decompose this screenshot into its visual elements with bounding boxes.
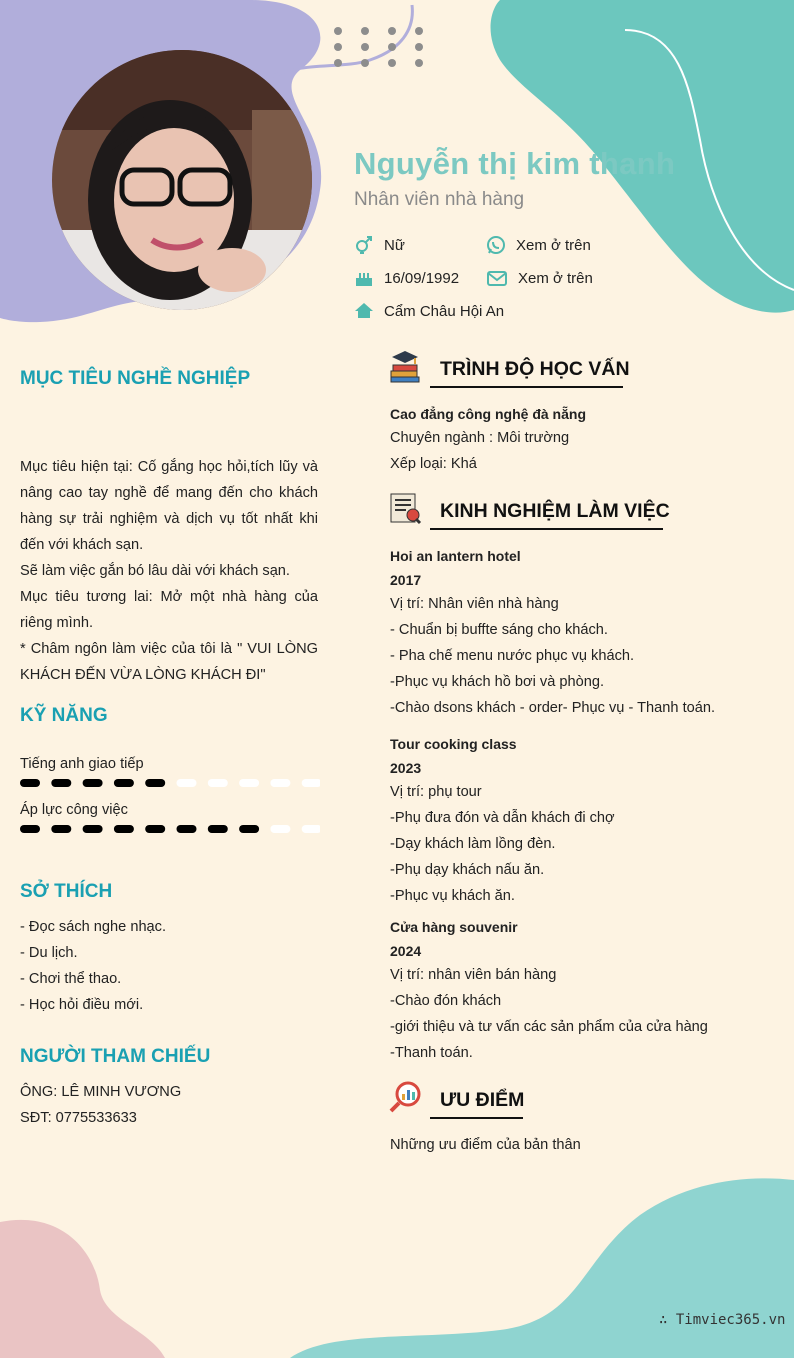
hobby-item: - Học hỏi điều mới. bbox=[20, 997, 144, 1013]
skill-level-bar bbox=[20, 776, 320, 790]
address-row bbox=[354, 301, 504, 321]
job-line: -Dạy khách làm lồng đèn. bbox=[390, 836, 556, 852]
job-line: -Phụ đưa đón và dẫn khách đi chợ bbox=[390, 810, 615, 826]
birthday-value: 16/09/1992 bbox=[384, 269, 460, 287]
whatsapp-icon bbox=[486, 235, 506, 255]
skill-dash-empty bbox=[270, 825, 290, 833]
objective-line: Mục tiêu tương lai: Mở một nhà hàng của riêng mình. bbox=[20, 589, 318, 631]
skill-dash-filled bbox=[20, 825, 40, 833]
skill-dash-empty bbox=[302, 825, 320, 833]
reference-phone: SĐT: 0775533633 bbox=[20, 1110, 137, 1126]
job-line: Vị trí: nhân viên bán hàng bbox=[390, 967, 557, 983]
job-line: -Chào dsons khách - order- Phục vụ - Thanh toán. bbox=[390, 700, 716, 716]
email-value: Xem ở trên bbox=[518, 269, 593, 287]
job-line: Vị trí: Nhân viên nhà hàng bbox=[390, 596, 559, 612]
email-row bbox=[486, 268, 593, 288]
job-year: 2023 bbox=[390, 760, 422, 776]
work-experience-icon bbox=[388, 491, 422, 525]
job-line: Vị trí: phụ tour bbox=[390, 784, 482, 800]
strengths-underline bbox=[430, 1117, 523, 1119]
job-line: - Pha chế menu nước phục vụ khách. bbox=[390, 648, 635, 664]
skill-dash-filled bbox=[20, 779, 40, 787]
skill-dash-empty bbox=[177, 779, 197, 787]
job-year: 2024 bbox=[390, 943, 422, 959]
skill-dash-empty bbox=[239, 779, 259, 787]
skill-dash-filled bbox=[114, 779, 134, 787]
address-value: Cẩm Châu Hội An bbox=[384, 302, 505, 320]
phone-value: Xem ở trên bbox=[516, 236, 591, 254]
skill-dash-empty bbox=[270, 779, 290, 787]
objective-line: Sẽ làm việc gắn bó lâu dài với khách sạn. bbox=[20, 563, 290, 579]
references-title: NGƯỜI THAM CHIẾU bbox=[20, 1046, 211, 1067]
skill-name: Áp lực công việc bbox=[20, 802, 128, 818]
email-icon bbox=[486, 268, 508, 288]
home-icon bbox=[354, 301, 374, 321]
job-company: Cửa hàng souvenir bbox=[390, 919, 518, 935]
objective-line: Mục tiêu hiện tại: Cố gắng học hỏi,tích lũy và nâng cao tay nghề để mang đến cho khách hàng sự trải nghiệm và dịch vụ tốt nhất khi đến với khách sạn. bbox=[20, 459, 318, 553]
skill-dash-filled bbox=[83, 825, 103, 833]
graduation-books-icon bbox=[388, 349, 422, 383]
skill-level-bar bbox=[20, 822, 320, 836]
skill-name: Tiếng anh giao tiếp bbox=[20, 756, 144, 772]
strengths-title: ƯU ĐIỂM bbox=[440, 1089, 525, 1111]
birthday-cake-icon bbox=[354, 268, 374, 288]
skill-dash-filled bbox=[145, 825, 165, 833]
experience-underline bbox=[430, 528, 663, 530]
birthday-row bbox=[354, 268, 459, 288]
candidate-name: Nguyễn thị kim thanh bbox=[354, 146, 676, 181]
skill-dash-filled bbox=[208, 825, 228, 833]
job-company: Tour cooking class bbox=[390, 736, 517, 752]
education-title: TRÌNH ĐỘ HỌC VẤN bbox=[440, 358, 630, 380]
footer-brand: ∴ Timviec365.vn bbox=[659, 1312, 786, 1328]
skill-dash-filled bbox=[51, 779, 71, 787]
skill-dash-empty bbox=[302, 779, 320, 787]
job-line: -Thanh toán. bbox=[390, 1045, 473, 1061]
job-line: -Phục vụ khách hồ bơi và phòng. bbox=[390, 674, 605, 690]
phone-row bbox=[486, 235, 591, 255]
education-major: Chuyên ngành : Môi trường bbox=[390, 430, 570, 446]
gender-icon bbox=[354, 235, 374, 255]
objective-line: * Châm ngôn làm việc của tôi là " VUI LÒNG KHÁCH ĐẾN VỪA LÒNG KHÁCH ĐI" bbox=[20, 641, 318, 683]
profile-photo bbox=[52, 50, 312, 310]
footer-brand-text: Timviec365.vn bbox=[675, 1312, 786, 1328]
skill-dash-filled bbox=[51, 825, 71, 833]
magnifier-chart-icon bbox=[388, 1080, 422, 1114]
objective-text bbox=[20, 454, 318, 688]
education-underline bbox=[430, 386, 623, 388]
skill-dash-filled bbox=[114, 825, 134, 833]
experience-title: KINH NGHIỆM LÀM VIỆC bbox=[440, 500, 670, 522]
objective-title: MỤC TIÊU NGHỀ NGHIỆP bbox=[20, 368, 251, 389]
job-line: -Phụ dạy khách nấu ăn. bbox=[390, 862, 545, 878]
hobby-item: - Đọc sách nghe nhạc. bbox=[20, 919, 167, 935]
skill-dash-filled bbox=[177, 825, 197, 833]
job-company: Hoi an lantern hotel bbox=[390, 548, 521, 564]
skill-dash-filled bbox=[239, 825, 259, 833]
hobbies-title: SỞ THÍCH bbox=[20, 881, 113, 902]
education-school: Cao đẳng công nghệ đà nẵng bbox=[390, 406, 586, 422]
hobby-item: - Chơi thể thao. bbox=[20, 971, 122, 987]
candidate-position: Nhân viên nhà hàng bbox=[354, 189, 525, 210]
gender-row bbox=[354, 235, 405, 255]
education-grade: Xếp loại: Khá bbox=[390, 456, 477, 472]
skill-dash-empty bbox=[208, 779, 228, 787]
job-line: -Phục vụ khách ăn. bbox=[390, 888, 515, 904]
job-line: -Chào đón khách bbox=[390, 993, 502, 1009]
hobby-item: - Du lịch. bbox=[20, 945, 78, 961]
reference-name: ÔNG: LÊ MINH VƯƠNG bbox=[20, 1084, 182, 1100]
gender-value: Nữ bbox=[384, 236, 405, 254]
skill-dash-filled bbox=[145, 779, 165, 787]
skills-title: KỸ NĂNG bbox=[20, 705, 108, 726]
strengths-text: Những ưu điểm của bản thân bbox=[390, 1137, 581, 1153]
job-line: -giới thiệu và tư vấn các sản phẩm của cửa hàng bbox=[390, 1019, 708, 1035]
job-line: - Chuẩn bị buffte sáng cho khách. bbox=[390, 622, 608, 638]
skill-dash-filled bbox=[83, 779, 103, 787]
job-year: 2017 bbox=[390, 572, 422, 588]
